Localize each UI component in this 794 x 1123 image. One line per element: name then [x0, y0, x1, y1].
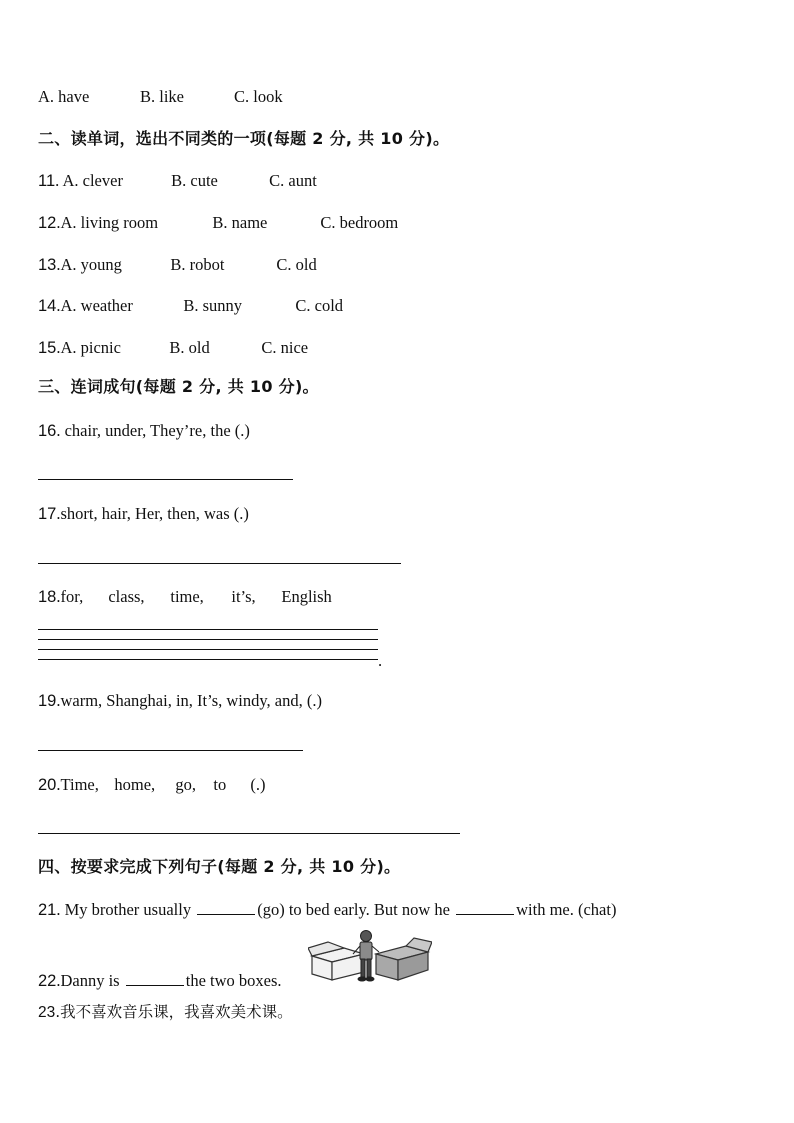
q18-answer-line-1[interactable] — [38, 629, 378, 630]
q14-option-b: B. sunny — [183, 296, 243, 315]
q21-text-1: . My brother usually — [56, 900, 192, 919]
q18-word-5: English — [281, 587, 332, 606]
q10-option-c: C. look — [234, 87, 283, 106]
q11-option-c: C. aunt — [269, 171, 317, 190]
q11-option-b: B. cute — [171, 171, 218, 190]
question-21 — [38, 899, 616, 920]
q13-number: 13 — [38, 256, 57, 274]
q19-answer-line[interactable] — [38, 750, 303, 751]
q11-option-a: . A. clever — [55, 171, 123, 190]
boy-between-boxes-image — [308, 928, 432, 986]
section-4-heading: 四、按要求完成下列句子(每题 2 分, 共 10 分)。 — [38, 857, 401, 876]
q21-number: 21 — [38, 901, 57, 919]
q15-option-b: B. old — [169, 338, 210, 357]
question-13 — [38, 255, 317, 275]
q14-number: 14 — [38, 297, 57, 315]
q10-option-a: A. have — [38, 87, 90, 106]
q10-options — [38, 87, 283, 107]
q18-number: 18 — [38, 588, 57, 606]
q17-number: 17 — [38, 505, 57, 523]
q13-option-c: C. old — [276, 255, 317, 274]
q18-word-1: .for, — [56, 587, 84, 606]
q21-blank-2[interactable] — [456, 899, 514, 915]
q16-answer-line[interactable] — [38, 479, 293, 480]
q10-option-b: B. like — [140, 87, 184, 106]
q18-answer-line-2[interactable] — [38, 639, 378, 640]
q20-word-5: (.) — [250, 775, 266, 794]
q13-option-a: .A. young — [56, 255, 122, 274]
q15-number: 15 — [38, 339, 57, 357]
q20-answer-line[interactable] — [38, 833, 460, 834]
question-20 — [38, 775, 265, 795]
q20-number: 20 — [38, 776, 57, 794]
question-15 — [38, 338, 308, 358]
q22-text-2: the two boxes. — [185, 971, 282, 990]
q20-word-2: home, — [114, 775, 156, 794]
q17-answer-line[interactable] — [38, 563, 401, 564]
q22-blank[interactable] — [126, 970, 184, 986]
q14-option-c: C. cold — [295, 296, 344, 315]
q12-option-a: .A. living room — [56, 213, 159, 232]
q18-answer-line-3[interactable] — [38, 649, 378, 650]
q19-words: .warm, Shanghai, in, It’s, windy, and, (.) — [56, 691, 322, 710]
q18-word-4: it’s, — [231, 587, 256, 606]
q12-option-b: B. name — [212, 213, 268, 232]
q12-option-c: C. bedroom — [320, 213, 399, 232]
q15-option-c: C. nice — [261, 338, 309, 357]
q20-word-1: .Time, — [56, 775, 99, 794]
question-22 — [38, 970, 282, 991]
question-12 — [38, 213, 398, 233]
q18-end-period: . — [378, 651, 383, 670]
question-11 — [38, 171, 317, 191]
q13-option-b: B. robot — [170, 255, 225, 274]
q21-text-3: with me. (chat) — [516, 900, 617, 919]
section-2-heading: 二、读单词，选出不同类的一项(每题 2 分, 共 10 分)。 — [38, 129, 450, 148]
q18-word-3: time, — [170, 587, 204, 606]
q14-option-a: .A. weather — [56, 296, 133, 315]
q11-number: 11 — [38, 172, 56, 190]
question-19 — [38, 691, 322, 711]
q23-number: 23 — [38, 1004, 56, 1021]
q21-blank-1[interactable] — [197, 899, 255, 915]
q19-number: 19 — [38, 692, 57, 710]
question-23 — [38, 1002, 293, 1023]
question-14 — [38, 296, 343, 316]
q20-word-3: go, — [175, 775, 196, 794]
q12-number: 12 — [38, 214, 57, 232]
q16-words: . chair, under, They’re, the (.) — [56, 421, 250, 440]
question-18 — [38, 587, 332, 607]
q23-text: .我不喜欢音乐课，我喜欢美术课。 — [55, 1003, 293, 1021]
q18-word-2: class, — [108, 587, 145, 606]
q15-option-a: .A. picnic — [56, 338, 121, 357]
question-17 — [38, 504, 249, 524]
q21-text-2: (go) to bed early. But now he — [257, 900, 450, 919]
q18-answer-line-4[interactable] — [38, 659, 378, 660]
q20-word-4: to — [213, 775, 227, 794]
q17-words: .short, hair, Her, then, was (.) — [56, 504, 249, 523]
section-3-heading: 三、连词成句(每题 2 分, 共 10 分)。 — [38, 377, 319, 396]
q22-number: 22 — [38, 972, 57, 990]
question-16 — [38, 421, 250, 441]
q22-text-1: .Danny is — [56, 971, 120, 990]
q16-number: 16 — [38, 422, 57, 440]
